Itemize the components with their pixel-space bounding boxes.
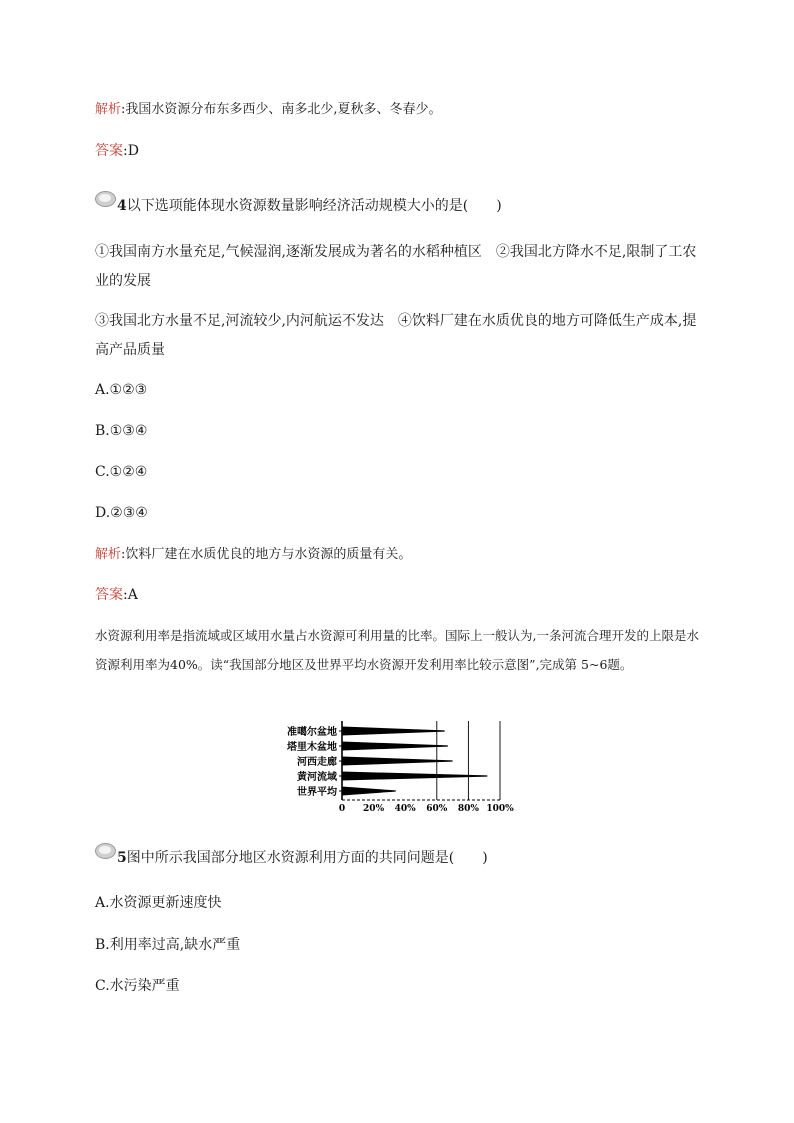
chart-bar xyxy=(342,742,448,751)
chart-tick-label: 60% xyxy=(426,804,448,814)
q4-statement-2: ③我国北方水量不足,河流较少,内河航运不发达 ④饮料厂建在水质优良的地方可降低生产成本,提高产品质量 xyxy=(95,313,697,358)
q4-analysis xyxy=(95,545,411,565)
chart-tick-label: 80% xyxy=(457,804,479,814)
analysis-text: :我国水资源分布东多西少、南多北少,夏秋多、冬春少。 xyxy=(121,102,442,117)
chart-bar xyxy=(342,757,453,766)
analysis-text: :饮料厂建在水质优良的地方与水资源的质量有关。 xyxy=(121,547,412,562)
q5-option-b: B.利用率过高,缺水严重 xyxy=(95,937,241,953)
chart-bar xyxy=(342,772,487,781)
q4-answer xyxy=(95,585,138,605)
question-shell-icon xyxy=(95,190,117,206)
chart-tick-label: 100% xyxy=(486,804,514,814)
chart-tick-label: 20% xyxy=(363,804,385,814)
chart-category-label: 世界平均 xyxy=(297,787,337,798)
answer-text: :D xyxy=(123,143,139,159)
chart-category-label: 准噶尔盆地 xyxy=(287,727,337,738)
analysis-label: 解析 xyxy=(95,102,122,117)
q3-answer xyxy=(95,141,139,161)
material-paragraph: 水资源利用率是指流域或区域用水量占水资源可利用量的比率。国际上一般认为,一条河流合理开发的上限是水资源利用率为40%。读“我国部分地区及世界平均水资源开发利用率比较示意图”,完成第 5~6题。 xyxy=(95,628,699,672)
q4-option-b: B.①③④ xyxy=(95,423,148,439)
q4-statement-1: ①我国南方水量充足,气候湿润,逐渐发展成为著名的水稻种植区 ②我国北方降水不足,限制了工农业的发展 xyxy=(95,244,697,289)
chart-bar xyxy=(342,787,396,796)
q5-option-c: C.水污染严重 xyxy=(95,978,180,994)
q5-option-a: A.水资源更新速度快 xyxy=(95,895,222,911)
q5-stem xyxy=(117,848,488,868)
answer-label: 答案 xyxy=(95,143,123,159)
chart-category-label: 河西走廊 xyxy=(297,757,337,768)
analysis-label: 解析 xyxy=(95,547,122,562)
utilization-chart xyxy=(270,717,530,817)
chart-category-label: 塔里木盆地 xyxy=(287,742,337,753)
q4-number: 4 xyxy=(117,198,127,214)
q5-stem-text: 图中所示我国部分地区水资源利用方面的共同问题是( ) xyxy=(126,850,488,866)
chart-tick-label: 0 xyxy=(338,804,346,814)
q4-option-d: D.②③④ xyxy=(95,505,148,521)
chart-bar xyxy=(342,727,445,736)
q3-analysis xyxy=(95,100,442,120)
q4-stem xyxy=(117,196,502,216)
question-shell-icon xyxy=(95,842,117,858)
q5-number: 5 xyxy=(117,850,127,866)
answer-label: 答案 xyxy=(95,587,123,603)
q4-stem-text: 以下选项能体现水资源数量影响经济活动规模大小的是( ) xyxy=(126,198,502,214)
q4-option-a: A.①②③ xyxy=(95,382,148,398)
answer-text: :A xyxy=(123,587,138,603)
q4-option-c: C.①②④ xyxy=(95,464,148,480)
chart-category-label: 黄河流域 xyxy=(297,772,337,783)
chart-tick-label: 40% xyxy=(394,804,416,814)
